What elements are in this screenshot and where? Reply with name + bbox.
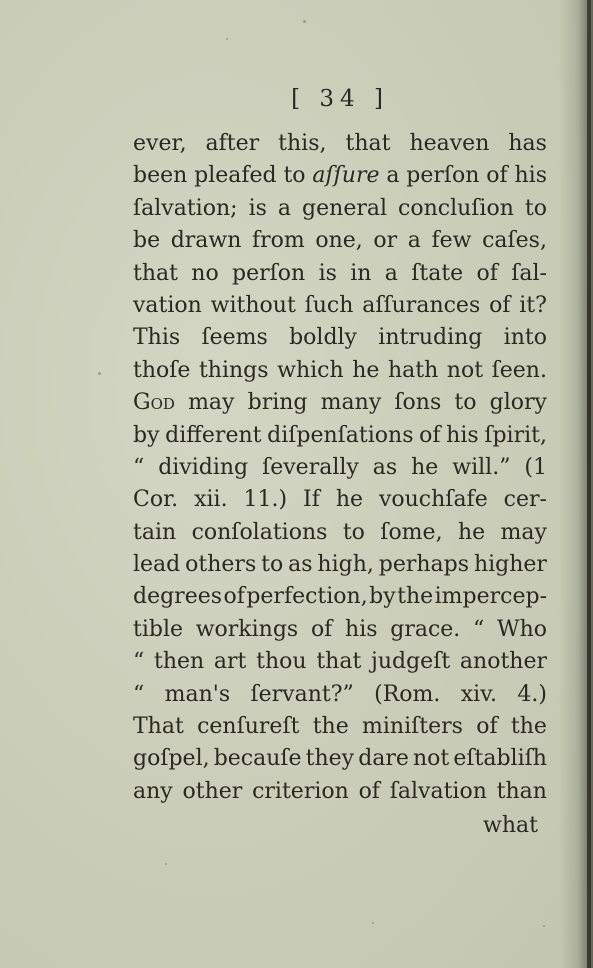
paper-speck — [98, 372, 101, 375]
text-line: been pleafed to aſſure a perſon of his — [133, 163, 547, 189]
text-line: ever, after this, that heaven has — [133, 131, 547, 156]
text-line: “ then art thou that judgeſt another — [133, 649, 547, 675]
text-line: Cor. xii. 11.) If he vouchſafe cer- — [133, 487, 547, 513]
text-line: “ man's ſervant?” (Rom. xiv. 4.) — [133, 681, 547, 707]
text-line: tain conſolations to ſome, he may — [133, 519, 547, 545]
text-line: be drawn from one, or a few caſes, — [133, 228, 547, 254]
text-line: tible workings of his grace. “ Who — [133, 616, 547, 642]
text-line: ſalvation; is a general concluſion to — [133, 195, 547, 221]
text-line: God may bring many ſons to glory — [133, 390, 547, 416]
text-line: by different diſpenſations of his ſpirit, — [133, 422, 547, 448]
paper-speck — [165, 863, 167, 865]
page-edge-shadow — [587, 0, 591, 968]
body-text — [133, 128, 547, 808]
text-line: thoſe things which he hath not ſeen. — [133, 357, 547, 383]
paper-speck — [303, 20, 306, 23]
paper-speck — [543, 925, 545, 927]
text-line: vation without ſuch aſſurances of it? — [133, 292, 547, 318]
text-line: That cenſureſt the miniſters of the — [133, 714, 547, 740]
page-number: [ 34 ] — [291, 86, 389, 112]
paper-speck — [372, 922, 374, 924]
text-line: lead others to as high, perhaps higher — [133, 552, 547, 578]
text-line: any other criterion of ſalvation than — [133, 778, 547, 804]
text-line: goſpel, becauſe they dare not eſtabliſh — [133, 746, 547, 772]
text-line: “ dividing ſeverally as he will.” (1 — [133, 454, 547, 480]
text-line: degrees of perfection, by the impercep- — [133, 584, 547, 610]
paper-speck — [226, 38, 228, 40]
catchword: what — [483, 813, 538, 838]
text-line: that no perſon is in a ſtate of ſal- — [133, 260, 547, 286]
text-line: This ſeems boldly intruding into — [133, 325, 547, 351]
